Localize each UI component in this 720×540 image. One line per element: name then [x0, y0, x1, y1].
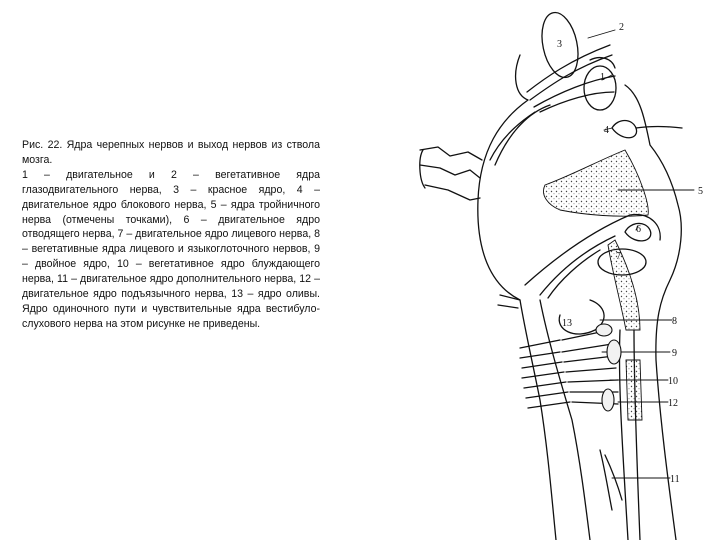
label-4: 4: [604, 125, 609, 136]
label-9: 9: [672, 348, 677, 359]
trochlear-nerve: [636, 127, 682, 129]
trochlear-nucleus: [612, 121, 637, 138]
label-1: 1: [600, 72, 605, 83]
ambiguus-nucleus: [607, 340, 621, 364]
label-13: 13: [562, 318, 572, 329]
caption-title: Рис. 22. Ядра черепных нервов и выход нервов из ствола мозга.: [22, 139, 320, 166]
oculomotor-nerve: [527, 45, 610, 92]
label-10: 10: [668, 376, 678, 387]
label-6: 6: [636, 224, 641, 235]
salivatory-nuclei: [596, 324, 612, 336]
hypoglossal-nucleus: [602, 389, 614, 411]
trigeminal-nuclei: [543, 150, 648, 216]
label-2: 2: [619, 22, 624, 33]
trigeminal-nerve: [420, 147, 482, 200]
label-8: 8: [672, 316, 677, 327]
label-3: 3: [557, 39, 562, 50]
nerve-rootlets: [520, 340, 570, 408]
label-7: 7: [616, 251, 621, 262]
label-11: 11: [670, 474, 680, 485]
vagus-autonomic-nucleus: [626, 360, 642, 420]
trigeminal-spinal-column: [608, 240, 640, 330]
caption-body: 1 – двигательное и 2 – вегетативное ядра глазодвигательного нерва, 3 – красное ядро, 4 – двигательное ядро блокового нерва, 5 – ядра тройничного нерва (отмечены точками), 6 – двигательное ядро отводящего нерва, 7 – двигательное ядро лицевого нерва, 8 – вегетативные ядра лицевого и языкоглоточного нервов, 9 – двойное ядро, 10 – вегетативное ядро блуждающего нерва, 11 – двигательное ядро дополнительного нерва, 12 – двигательное ядро подъязычного нерва, 13 – ядро оливы. Ядро одиночного пути и чувствительные ядра вестибуло-слухового нерва на этом рисунке не приведены.: [22, 168, 320, 330]
label-12: 12: [668, 398, 678, 409]
accessory-nerve: [600, 450, 622, 510]
label-5: 5: [698, 186, 703, 197]
